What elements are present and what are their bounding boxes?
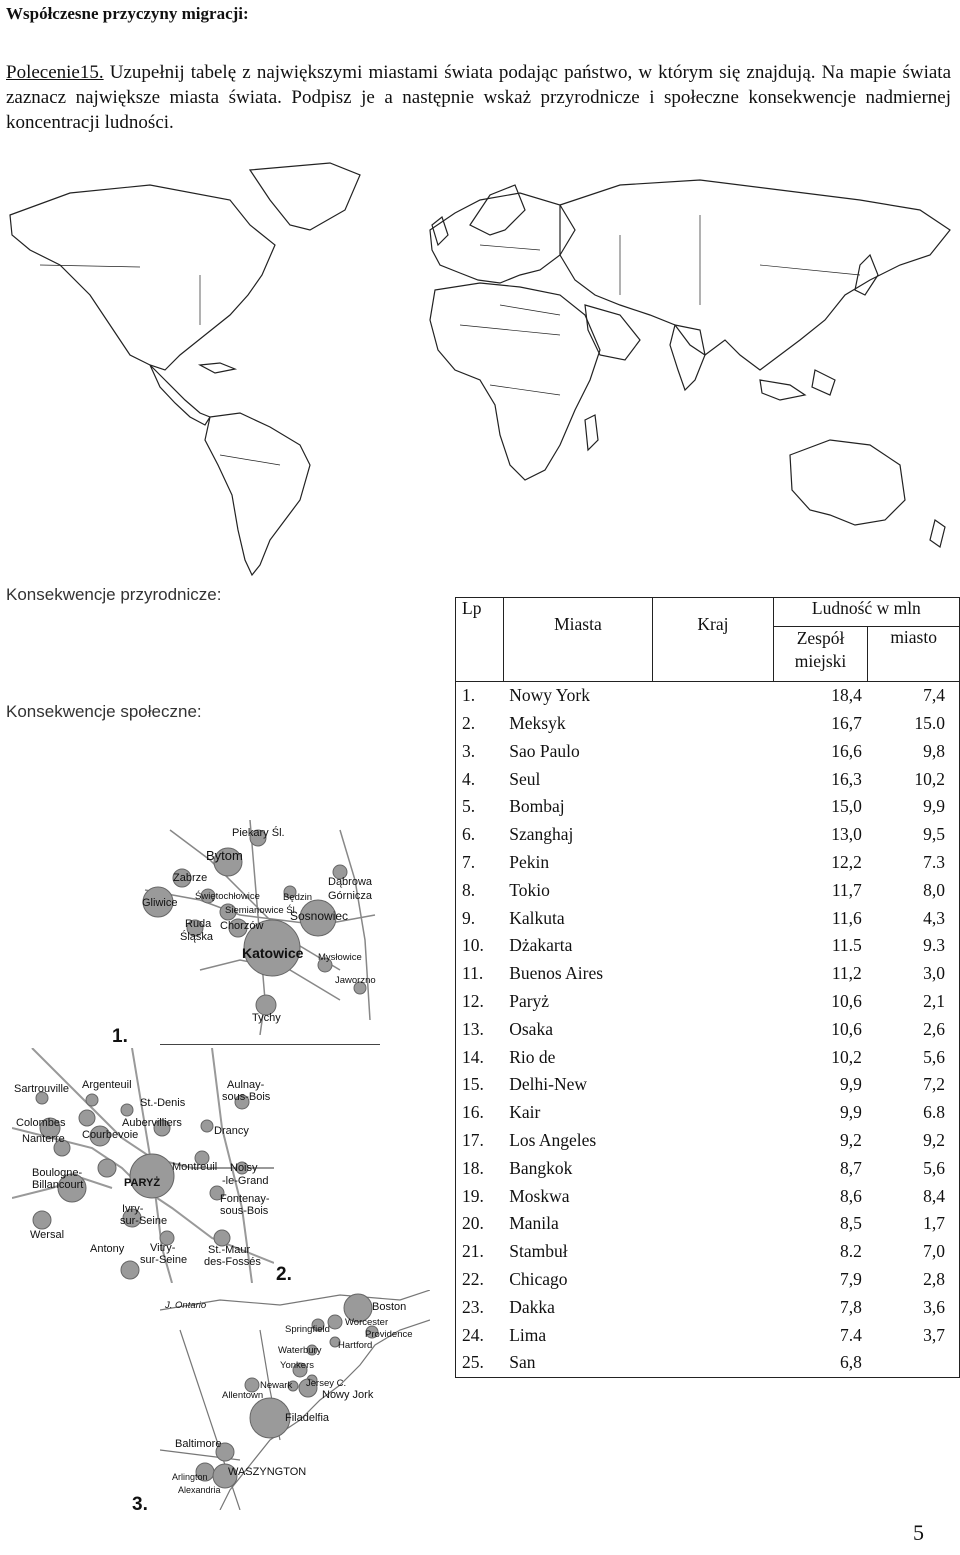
silesia-label: Katowice: [242, 945, 304, 961]
row-city: Meksyk: [509, 712, 566, 733]
row-agglomeration: 10,2: [831, 1046, 862, 1067]
task-label: Polecenie15.: [6, 62, 104, 83]
row-city: Manila: [509, 1213, 559, 1234]
row-lp: 17.: [456, 1127, 504, 1155]
table-row: [456, 1238, 960, 1266]
row-country[interactable]: [653, 876, 774, 904]
row-city: Dakka: [509, 1296, 555, 1317]
row-lp: 2.: [456, 710, 504, 738]
us-label: Alexandria: [178, 1485, 221, 1495]
paris-label: PARYŻ: [124, 1177, 161, 1189]
row-lp: 4.: [456, 765, 504, 793]
paris-label: Colombes: [16, 1117, 66, 1129]
us-label: Arlington: [172, 1472, 208, 1482]
row-lp: 24.: [456, 1321, 504, 1349]
header-population: Ludność w mln: [773, 598, 959, 627]
world-map: [0, 155, 960, 585]
row-country[interactable]: [653, 1182, 774, 1210]
table-row: [456, 1349, 960, 1377]
row-lp: 18.: [456, 1154, 504, 1182]
row-country[interactable]: [653, 1043, 774, 1071]
row-country[interactable]: [653, 1349, 774, 1377]
row-lp: 20.: [456, 1210, 504, 1238]
row-lp: 7.: [456, 849, 504, 877]
us-label: Springfield: [285, 1324, 330, 1335]
page-heading: Współczesne przyczyny migracji:: [6, 4, 249, 23]
row-city-population: 3,0: [868, 960, 960, 988]
row-city: Dżakarta: [509, 935, 573, 956]
row-city: Lima: [509, 1324, 547, 1345]
table-row: [456, 876, 960, 904]
row-agglomeration: 10,6: [831, 1018, 862, 1039]
table-row: [456, 988, 960, 1016]
silesia-label: Świętochłowice: [195, 891, 260, 902]
task-instruction: [6, 60, 951, 135]
row-country[interactable]: [653, 1071, 774, 1099]
row-agglomeration: 6,8: [773, 1349, 868, 1377]
row-agglomeration: 11,2: [831, 963, 862, 984]
us-label: Providence: [365, 1329, 413, 1340]
header-lp: Lp: [456, 598, 504, 682]
paris-label: Drancy: [214, 1125, 249, 1137]
row-city-population: 1,7: [868, 1210, 960, 1238]
table-row: [456, 1043, 960, 1071]
row-city-population: 9,2: [868, 1127, 960, 1155]
table-header-row: [456, 598, 960, 627]
row-lp: 23.: [456, 1293, 504, 1321]
page-number: 5: [913, 1520, 924, 1545]
us-label: Newark: [260, 1380, 293, 1391]
row-city: Rio de: [509, 1046, 556, 1067]
row-city-population: 9,9: [868, 793, 960, 821]
row-country[interactable]: [653, 1293, 774, 1321]
row-city-population: 15.0: [868, 710, 960, 738]
row-country[interactable]: [653, 1127, 774, 1155]
row-lp: 9.: [456, 904, 504, 932]
silesia-label: Bytom: [206, 848, 243, 863]
row-lp: 11.: [456, 960, 504, 988]
row-agglomeration: 9,9: [839, 1102, 862, 1123]
header-city-proper: miasto: [868, 626, 960, 681]
us-cluster-map: [160, 1290, 430, 1510]
row-country[interactable]: [653, 849, 774, 877]
row-agglomeration: 8,6: [839, 1185, 862, 1206]
row-agglomeration: 11,6: [831, 907, 862, 928]
paris-label: sur-Seine: [120, 1215, 168, 1227]
row-lp: 10.: [456, 932, 504, 960]
row-agglomeration: 15,0: [831, 796, 862, 817]
paris-label: Courbevoie: [82, 1129, 139, 1141]
paris-label: Wersal: [30, 1229, 65, 1241]
row-city: Buenos Aires: [509, 963, 604, 984]
table-row: [456, 1182, 960, 1210]
us-label: J. Ontario: [165, 1300, 207, 1311]
header-agglomeration: Zespół miejski: [773, 626, 868, 681]
cluster-number: 1.: [112, 1026, 128, 1047]
row-agglomeration: 11,7: [831, 879, 862, 900]
row-agglomeration: 12,2: [831, 851, 862, 872]
row-country[interactable]: [653, 960, 774, 988]
paris-label: St.-Maur: [208, 1244, 251, 1256]
natural-consequences-label: Konsekwencje przyrodnicze:: [6, 585, 222, 604]
row-lp: 25.: [456, 1349, 504, 1377]
row-city-population: 5,6: [868, 1154, 960, 1182]
table-row: [456, 1210, 960, 1238]
us-label: Boston: [372, 1301, 407, 1313]
paris-label: Billancourt: [32, 1179, 84, 1191]
row-city: Stambuł: [509, 1241, 568, 1262]
row-city: Tokio: [509, 879, 550, 900]
row-city: Paryż: [509, 990, 550, 1011]
row-city-population: 3,6: [868, 1293, 960, 1321]
row-city-population: [868, 1349, 960, 1377]
paris-label: Aubervilliers: [122, 1117, 182, 1129]
cluster-number: 2.: [276, 1264, 292, 1285]
row-country[interactable]: [653, 1266, 774, 1294]
row-lp: 6.: [456, 821, 504, 849]
row-agglomeration: 7,8: [839, 1296, 862, 1317]
us-label: Waterbury: [278, 1345, 322, 1356]
row-country[interactable]: [653, 904, 774, 932]
row-country[interactable]: [653, 765, 774, 793]
row-city-population: 7,2: [868, 1071, 960, 1099]
paris-label: St.-Denis: [140, 1097, 186, 1109]
row-lp: 1.: [456, 681, 504, 709]
row-country[interactable]: [653, 932, 774, 960]
paris-label: Montreuil: [172, 1161, 218, 1173]
row-city-population: 8,4: [868, 1182, 960, 1210]
table-row: [456, 1127, 960, 1155]
table-row: [456, 737, 960, 765]
row-city-population: 9,8: [868, 737, 960, 765]
silesia-cluster-map: [140, 820, 380, 1035]
row-agglomeration: 10,6: [831, 990, 862, 1011]
silesia-label: Mysłowice: [318, 952, 362, 963]
row-city-population: 3,7: [868, 1321, 960, 1349]
row-country[interactable]: [653, 1321, 774, 1349]
row-agglomeration: 18,4: [831, 685, 862, 706]
row-city-population: 7.3: [868, 849, 960, 877]
row-lp: 22.: [456, 1266, 504, 1294]
paris-label: sur-Seine: [140, 1254, 188, 1266]
row-country[interactable]: [653, 1210, 774, 1238]
paris-label: Noisy: [230, 1162, 258, 1174]
table-row: [456, 932, 960, 960]
us-label: Nowy Jork: [322, 1389, 374, 1401]
silesia-label: Siemianowice Śl.: [225, 905, 298, 916]
row-lp: 21.: [456, 1238, 504, 1266]
silesia-label: Sosnowiec: [290, 909, 349, 923]
row-city: Los Angeles: [509, 1129, 597, 1150]
row-lp: 15.: [456, 1071, 504, 1099]
table-row: [456, 821, 960, 849]
us-label: Yonkers: [280, 1360, 314, 1371]
row-city-population: 10,2: [868, 765, 960, 793]
table-row: [456, 1266, 960, 1294]
row-agglomeration: 7,9: [839, 1268, 862, 1289]
header-city: Miasta: [503, 598, 652, 682]
social-consequences-label: Konsekwencje społeczne:: [6, 702, 202, 721]
us-label: WASZYNGTON: [228, 1466, 307, 1478]
row-city-population: 5,6: [868, 1043, 960, 1071]
table-row: [456, 1099, 960, 1127]
row-city: Moskwa: [509, 1185, 570, 1206]
row-agglomeration: 11.5: [831, 935, 862, 956]
us-label: Worcester: [345, 1317, 389, 1328]
row-city: Kalkuta: [509, 907, 565, 928]
row-city-population: 2,6: [868, 1015, 960, 1043]
paris-label: sous-Bois: [220, 1205, 269, 1217]
paris-label: des-Fossés: [204, 1256, 261, 1268]
row-country[interactable]: [653, 681, 774, 709]
us-label: Hartford: [338, 1340, 373, 1351]
row-city-population: 7,4: [868, 681, 960, 709]
row-city: San: [503, 1349, 652, 1377]
row-city-population: 9.3: [868, 932, 960, 960]
silesia-label: Zabrze: [173, 872, 208, 884]
row-agglomeration: 13,0: [831, 824, 862, 845]
cities-table: [455, 597, 960, 1378]
row-city: Seul: [509, 768, 541, 789]
row-agglomeration: 16,6: [831, 740, 862, 761]
row-country[interactable]: [653, 710, 774, 738]
table-row: [456, 849, 960, 877]
row-city: Delhi-New: [509, 1074, 587, 1095]
table-row: [456, 1321, 960, 1349]
header-country: Kraj: [653, 598, 774, 682]
row-lp: 12.: [456, 988, 504, 1016]
row-country[interactable]: [653, 1099, 774, 1127]
table-row: [456, 681, 960, 709]
us-label: Baltimore: [175, 1438, 222, 1450]
silesia-label: Jaworzno: [335, 975, 376, 986]
table-row: [456, 960, 960, 988]
silesia-label: Górnicza: [328, 890, 373, 902]
row-lp: 8.: [456, 876, 504, 904]
row-city-population: 2,1: [868, 988, 960, 1016]
row-city-population: 4,3: [868, 904, 960, 932]
table-row: [456, 1154, 960, 1182]
row-city: Chicago: [509, 1268, 568, 1289]
row-city: Bangkok: [509, 1157, 573, 1178]
paris-label: Vitry-: [150, 1242, 176, 1254]
paris-label: Boulogne-: [32, 1167, 83, 1179]
row-lp: 3.: [456, 737, 504, 765]
silesia-label: Ruda: [185, 918, 212, 930]
row-city: Kair: [509, 1102, 541, 1123]
row-lp: 5.: [456, 793, 504, 821]
us-label: Jersey C.: [306, 1378, 347, 1389]
silesia-label: Chorzów: [220, 920, 264, 932]
paris-label: Sartrouville: [14, 1083, 70, 1095]
paris-cluster-map: [12, 1048, 274, 1283]
row-lp: 14.: [456, 1043, 504, 1071]
silesia-label: Dąbrowa: [328, 876, 373, 888]
row-country[interactable]: [653, 793, 774, 821]
row-city: Pekin: [509, 851, 550, 872]
row-city-population: 6.8: [868, 1099, 960, 1127]
table-row: [456, 793, 960, 821]
table-row: [456, 765, 960, 793]
row-lp: 16.: [456, 1099, 504, 1127]
silesia-label: Będzin: [283, 892, 313, 903]
row-lp: 13.: [456, 1015, 504, 1043]
paris-label: Fontenay-: [220, 1193, 270, 1205]
table-row: [456, 1015, 960, 1043]
row-agglomeration: 8,5: [839, 1213, 862, 1234]
silesia-label: Śląska: [180, 931, 214, 943]
table-row: [456, 1071, 960, 1099]
us-label: Allentown: [222, 1390, 264, 1401]
table-row: [456, 904, 960, 932]
row-agglomeration: 16,7: [831, 712, 862, 733]
paris-label: sous-Bois: [222, 1091, 271, 1103]
paris-label: Ivry-: [122, 1203, 144, 1215]
row-agglomeration: 8,7: [839, 1157, 862, 1178]
row-country[interactable]: [653, 1238, 774, 1266]
row-city: Nowy York: [509, 685, 590, 706]
table-row: [456, 710, 960, 738]
row-city-population: 2,8: [868, 1266, 960, 1294]
row-city-population: 8,0: [868, 876, 960, 904]
cluster-number: 3.: [132, 1494, 148, 1515]
row-country[interactable]: [653, 821, 774, 849]
paris-label: -le-Grand: [222, 1175, 269, 1187]
row-city-population: 9,5: [868, 821, 960, 849]
silesia-label: Gliwice: [142, 897, 178, 909]
paris-label: Nanterre: [22, 1133, 65, 1145]
row-city: Sao Paulo: [509, 740, 580, 761]
row-country[interactable]: [653, 988, 774, 1016]
row-city: Bombaj: [509, 796, 565, 817]
row-agglomeration: 16,3: [831, 768, 862, 789]
paris-label: Argenteuil: [82, 1079, 132, 1091]
silesia-label: Piekary Śl.: [232, 827, 285, 839]
paris-label: Antony: [90, 1243, 125, 1255]
table-row: [456, 1293, 960, 1321]
task-text: Uzupełnij tabelę z największymi miastami świata podając państwo, w którym się znajdują. Na mapie świata zaznacz największe miasta świata. Podpisz je a następnie wskaż przyrodnicze i społeczne konsekwencje nadmiernej koncentracji ludności.: [6, 62, 951, 133]
us-label: Filadelfia: [285, 1412, 330, 1424]
paris-label: Aulnay-: [227, 1079, 265, 1091]
row-agglomeration: 7.4: [839, 1324, 862, 1345]
row-agglomeration: 9,2: [839, 1129, 862, 1150]
row-lp: 19.: [456, 1182, 504, 1210]
row-country[interactable]: [653, 737, 774, 765]
row-agglomeration: 8.2: [839, 1241, 862, 1262]
silesia-label: Tychy: [252, 1012, 281, 1024]
row-city: Szanghaj: [509, 824, 574, 845]
row-agglomeration: 9,9: [839, 1074, 862, 1095]
row-country[interactable]: [653, 1015, 774, 1043]
row-country[interactable]: [653, 1154, 774, 1182]
answer-line: [160, 1044, 380, 1045]
row-city: Osaka: [509, 1018, 553, 1039]
row-city-population: 7,0: [868, 1238, 960, 1266]
